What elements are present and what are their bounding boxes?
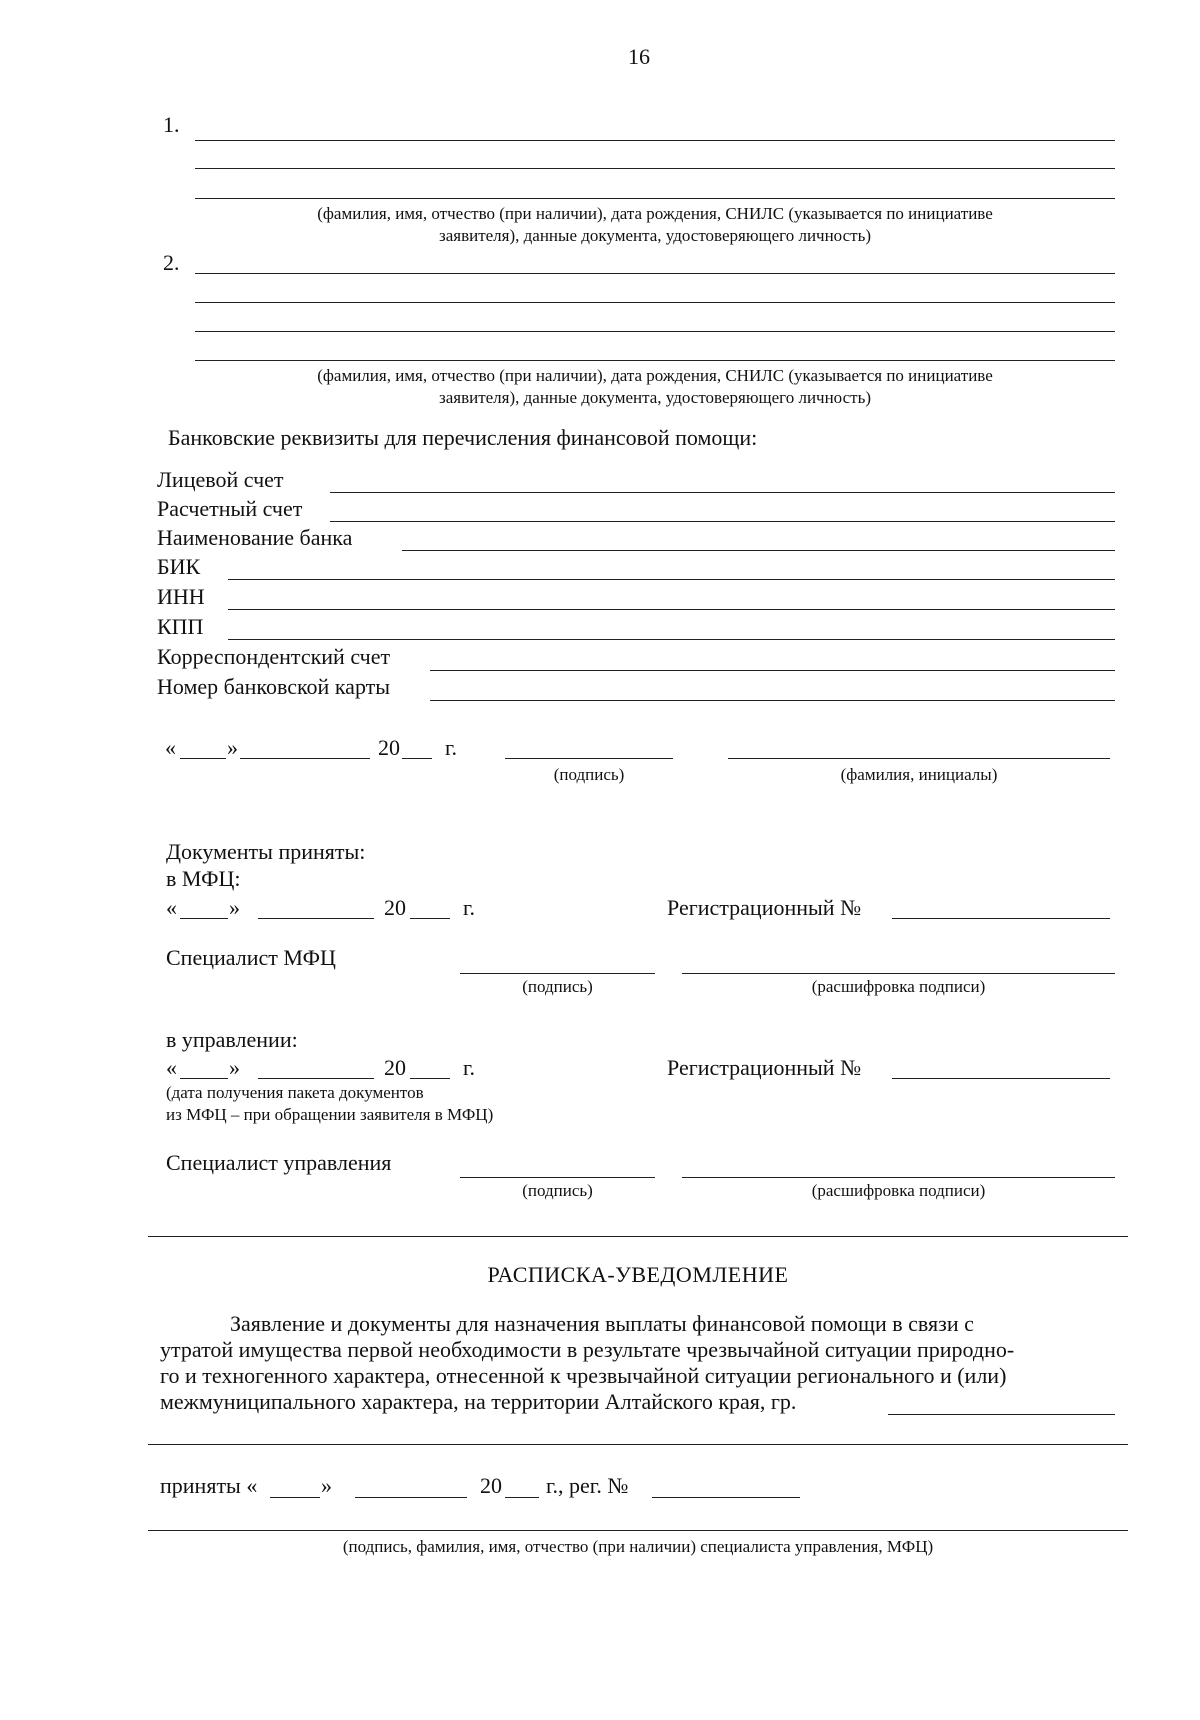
specialist-department-label: Специалист управления (166, 1150, 392, 1175)
citizen-name-line-2[interactable] (148, 1444, 1128, 1445)
receipt-title: РАСПИСКА-УВЕДОМЛЕНИЕ (487, 1262, 789, 1287)
dept-date-month-line[interactable] (258, 1078, 374, 1079)
mfc-date-year-suffix: г. (463, 895, 476, 920)
field-bank-name-line[interactable] (402, 550, 1115, 551)
mfc-reg-number-label: Регистрационный № (667, 895, 862, 920)
item-1-caption-line-1: (фамилия, имя, отчество (при наличии), дата рождения, СНИЛС (указывается по инициативе (317, 204, 993, 223)
item-2-line-1[interactable] (195, 273, 1115, 274)
dept-note-line-1: (дата получения пакета документов (166, 1083, 424, 1102)
mfc-date-close-quote: » (229, 895, 240, 920)
receipt-footer-caption: (подпись, фамилия, имя, отчество (при наличии) специалиста управления, МФЦ) (342, 1537, 934, 1556)
accepted-in-department: в управлении: (166, 1027, 298, 1052)
receipt-date-year-prefix: 20 (480, 1473, 502, 1498)
item-1-line-3[interactable] (195, 198, 1115, 199)
specialist-department-decoding-line[interactable] (682, 1177, 1115, 1178)
receipt-reg-label: г., рег. № (546, 1473, 629, 1498)
mfc-date-month-line[interactable] (258, 918, 374, 919)
mfc-date-year-line[interactable] (410, 918, 450, 919)
date-close-quote: » (227, 735, 238, 760)
citizen-name-line[interactable] (888, 1414, 1115, 1415)
receipt-text-line-4: межмуниципального характера, на территории Алтайского края, гр. (160, 1389, 797, 1414)
bank-heading: Банковские реквизиты для перечисления финансовой помощи: (168, 425, 758, 450)
field-settlement-account-label: Расчетный счет (157, 496, 303, 521)
applicant-signature-caption: (подпись) (553, 765, 625, 784)
field-settlement-account-line[interactable] (330, 521, 1115, 522)
item-1-number: 1. (163, 112, 180, 137)
field-inn-label: ИНН (157, 584, 205, 609)
date-day-line[interactable] (180, 758, 226, 759)
date-month-line[interactable] (240, 758, 370, 759)
dept-date-year-line[interactable] (410, 1078, 450, 1079)
dept-date-year-suffix: г. (463, 1055, 476, 1080)
section-divider (148, 1236, 1128, 1237)
receipt-signature-line[interactable] (148, 1530, 1128, 1531)
date-year-line[interactable] (402, 758, 432, 759)
dept-date-day-line[interactable] (180, 1078, 228, 1079)
specialist-mfc-decoding-line[interactable] (682, 973, 1115, 974)
date-year-prefix: 20 (378, 735, 400, 760)
receipt-accepted-label: приняты « (160, 1473, 258, 1498)
specialist-department-decoding-caption: (расшифровка подписи) (811, 1181, 986, 1200)
mfc-date-day-line[interactable] (180, 918, 228, 919)
receipt-text-line-1: Заявление и документы для назначения выплаты финансовой помощи в связи с (230, 1311, 974, 1336)
mfc-reg-number-line[interactable] (892, 918, 1110, 919)
item-2-line-2[interactable] (195, 302, 1115, 303)
receipt-date-year-line[interactable] (505, 1497, 539, 1498)
field-personal-account-line[interactable] (330, 492, 1115, 493)
applicant-name-caption: (фамилия, инициалы) (840, 765, 998, 784)
mfc-date-open-quote: « (166, 895, 177, 920)
date-year-suffix: г. (445, 735, 458, 760)
item-2-number: 2. (163, 250, 180, 275)
item-1-line-2[interactable] (195, 168, 1115, 169)
field-bik-line[interactable] (228, 579, 1115, 580)
field-card-number-line[interactable] (430, 700, 1115, 701)
receipt-date-month-line[interactable] (355, 1497, 467, 1498)
receipt-reg-number-line[interactable] (652, 1497, 800, 1498)
specialist-department-signature-line[interactable] (460, 1177, 655, 1178)
specialist-mfc-label: Специалист МФЦ (166, 945, 336, 970)
item-2-caption-line-2: заявителя), данные документа, удостоверяющего личность) (439, 388, 871, 407)
dept-date-year-prefix: 20 (384, 1055, 406, 1080)
item-1-caption-line-2: заявителя), данные документа, удостоверяющего личность) (439, 226, 871, 245)
item-2-caption-line-1: (фамилия, имя, отчество (при наличии), дата рождения, СНИЛС (указывается по инициативе (317, 366, 993, 385)
receipt-text-line-3: го и техногенного характера, отнесенной к чрезвычайной ситуации регионального и (или) (160, 1363, 1007, 1388)
dept-date-open-quote: « (166, 1055, 177, 1080)
receipt-date-close-quote: » (321, 1473, 332, 1498)
field-corr-account-label: Корреспондентский счет (157, 644, 391, 669)
field-personal-account-label: Лицевой счет (157, 467, 284, 492)
item-2-line-3[interactable] (195, 331, 1115, 332)
item-2-line-4[interactable] (195, 360, 1115, 361)
date-open-quote: « (165, 735, 176, 760)
specialist-mfc-signature-caption: (подпись) (522, 977, 593, 996)
applicant-signature-line[interactable] (505, 758, 673, 759)
dept-note-line-2: из МФЦ – при обращении заявителя в МФЦ) (166, 1105, 494, 1124)
specialist-mfc-decoding-caption: (расшифровка подписи) (811, 977, 986, 996)
applicant-name-line[interactable] (728, 758, 1110, 759)
mfc-date-year-prefix: 20 (384, 895, 406, 920)
accepted-in-mfc: в МФЦ: (166, 866, 241, 891)
dept-date-close-quote: » (229, 1055, 240, 1080)
field-kpp-label: КПП (157, 614, 204, 639)
specialist-department-signature-caption: (подпись) (522, 1181, 593, 1200)
item-1-line-1[interactable] (195, 140, 1115, 141)
specialist-mfc-signature-line[interactable] (460, 973, 655, 974)
receipt-text-line-2: утратой имущества первой необходимости в результате чрезвычайной ситуации природно- (160, 1337, 1015, 1362)
field-card-number-label: Номер банковской карты (157, 674, 391, 699)
field-bik-label: БИК (157, 554, 201, 579)
field-inn-line[interactable] (228, 609, 1115, 610)
field-kpp-line[interactable] (228, 639, 1115, 640)
receipt-date-day-line[interactable] (270, 1497, 320, 1498)
accepted-heading: Документы приняты: (166, 839, 366, 864)
dept-reg-number-line[interactable] (892, 1078, 1110, 1079)
field-bank-name-label: Наименование банка (157, 525, 353, 550)
dept-reg-number-label: Регистрационный № (667, 1055, 862, 1080)
field-corr-account-line[interactable] (430, 670, 1115, 671)
page-number: 16 (628, 44, 650, 69)
